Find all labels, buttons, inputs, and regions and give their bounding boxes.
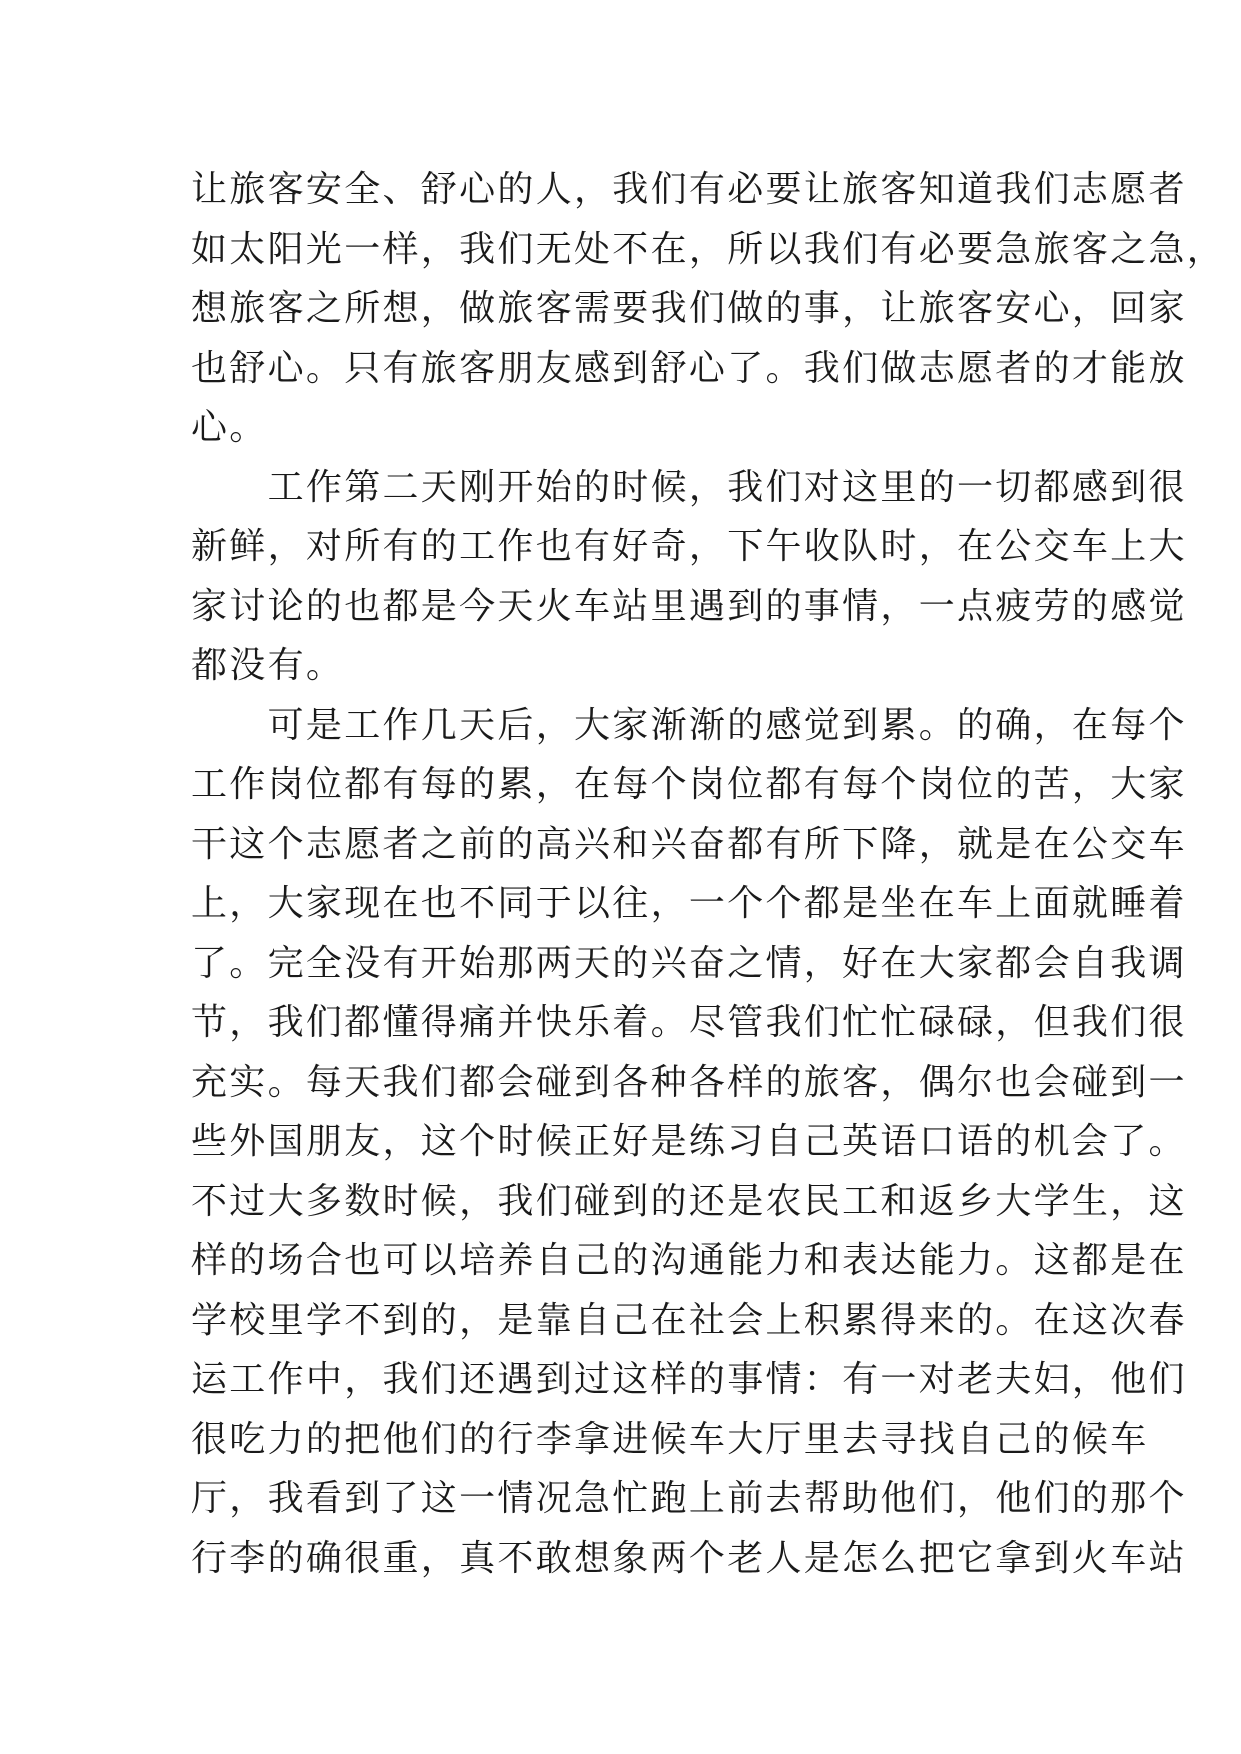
text-line: 些外国朋友，这个时候正好是练习自己英语口语的机会了。: [191, 1121, 1187, 1162]
text-line: 样的场合也可以培养自己的沟通能力和表达能力。这都是在: [191, 1240, 1187, 1281]
text-line: 不过大多数时候，我们碰到的还是农民工和返乡大学生，这: [191, 1180, 1187, 1222]
text-line: 工作岗位都有每的累，在每个岗位都有每个岗位的苦，大家: [191, 764, 1187, 805]
text-line: 工作第二天刚开始的时候，我们对这里的一切都感到很: [191, 466, 1187, 508]
body-text: [191, 160, 1226, 1588]
text-line: 也舒心。只有旅客朋友感到舒心了。我们做志愿者的才能放: [191, 347, 1187, 389]
text-line: 了。完全没有开始那两天的兴奋之情，好在大家都会自我调: [191, 942, 1187, 984]
text-line: 新鲜，对所有的工作也有好奇，下午收队时，在公交车上大: [191, 526, 1187, 567]
text-line: 让旅客安全、舒心的人，我们有必要让旅客知道我们志愿者: [191, 169, 1187, 210]
text-line: 想旅客之所想，做旅客需要我们做的事，让旅客安心，回家: [191, 288, 1187, 329]
text-line: 可是工作几天后，大家渐渐的感觉到累。的确，在每个: [191, 704, 1187, 746]
text-line: 很吃力的把他们的行李拿进候车大厅里去寻找自己的候车: [191, 1418, 1149, 1460]
text-line: 厅，我看到了这一情况急忙跑上前去帮助他们，他们的那个: [191, 1478, 1187, 1519]
text-line: 充实。每天我们都会碰到各种各样的旅客，偶尔也会碰到一: [191, 1061, 1187, 1103]
text-line: 行李的确很重，真不敢想象两个老人是怎么把它拿到火车站: [191, 1537, 1187, 1579]
text-line: 运工作中，我们还遇到过这样的事情：有一对老夫妇，他们: [191, 1359, 1187, 1400]
text-line: 都没有。: [191, 645, 345, 686]
text-line: 干这个志愿者之前的高兴和兴奋都有所下降，就是在公交车: [191, 823, 1187, 865]
text-line: 节，我们都懂得痛并快乐着。尽管我们忙忙碌碌，但我们很: [191, 1002, 1187, 1043]
text-line: 上，大家现在也不同于以往，一个个都是坐在车上面就睡着: [191, 883, 1187, 924]
text-line: 学校里学不到的，是靠自己在社会上积累得来的。在这次春: [191, 1299, 1187, 1341]
text-line: 心。: [191, 407, 268, 448]
text-line: 家讨论的也都是今天火车站里遇到的事情，一点疲劳的感觉: [191, 585, 1187, 627]
text-line: 如太阳光一样，我们无处不在，所以我们有必要急旅客之急，: [191, 228, 1226, 270]
